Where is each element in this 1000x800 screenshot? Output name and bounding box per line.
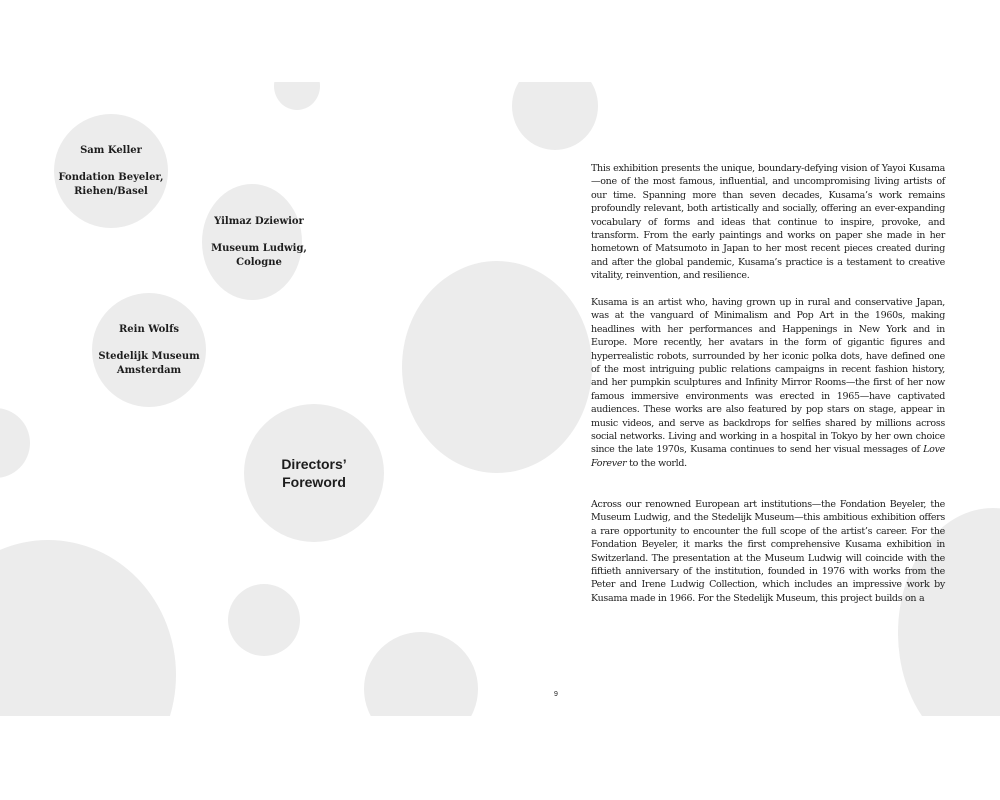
director-name: Yilmaz Dziewior [214, 216, 304, 227]
paragraph-text: to the world. [626, 457, 687, 469]
director-institution: Fondation Beyeler, Riehen/Basel [58, 172, 164, 197]
polka-dot [0, 408, 30, 478]
director-name: Rein Wolfs [118, 324, 180, 335]
polka-dot [364, 632, 478, 716]
director-yilmaz-dziewior [202, 184, 316, 300]
foreword-paragraph-3: Across our renowned European art institutions—the Fondation Beyeler, the Museum Ludwig, and the Stedelijk Museum—this ambitious exhibition offers a rare opportunity to encounter the full scope of the artist’s career. For the Fondation Beyeler, it marks the first comprehensive Kusama exhibition in Switzerland. The presentation at the Museum Ludwig will coincide with the fiftieth anniversary of the institution, founded in 1976 with works from the Peter and Irene Ludwig Collection, which includes an impressive work by Kusama made in 1966. For the Stedelijk Museum, this project builds on a [591, 499, 945, 604]
section-title: Directors’ Foreword [281, 456, 347, 490]
director-institution: Stedelijk Museum Amsterdam [98, 351, 200, 376]
italic-title: Love Forever [591, 444, 945, 469]
paragraph-text: Kusama is an artist who, having grown up in rural and conservative Japan, was at the vanguard of Minimalism and Pop Art in the 1960s, making headlines with her performances and Happenings in New York and in Europe. More recently, her avatars in the form of gigantic figures and hyperrealistic robots, surrounded by her iconic polka dots, have defined one of the most intriguing public relations campaigns in recent fashion history, and her pumpkin sculptures and Infinity Mirror Rooms—the first of her now famous immersive environments was erected in 1965—have captivated audiences. These works are also featured by pop stars on stage, appear in music videos, and serve as backdrops for selfies shared by millions across social networks. Living and working in a hospital in Tokyo by her own choice since the late 1970s, Kusama continues to send her visual messages of [591, 297, 945, 456]
foreword-paragraph-2 [591, 296, 945, 470]
director-sam-keller [54, 114, 168, 228]
director-rein-wolfs [92, 293, 206, 407]
director-name: Sam Keller [80, 145, 142, 156]
page-number: 9 [554, 691, 558, 698]
polka-dot [274, 82, 320, 110]
polka-dot [402, 261, 592, 473]
director-institution: Museum Ludwig, Cologne [211, 243, 307, 268]
polka-dot [512, 82, 598, 150]
polka-dot [228, 584, 300, 656]
polka-dot [0, 540, 176, 716]
foreword-paragraph-1: This exhibition presents the unique, boundary-defying vision of Yayoi Kusama—one of the most famous, influential, and uncompromising living artists of our time. Spanning more than seven decades, Kusama’s work remains profoundly relevant, both artistically and socially, offering an ever-expanding vocabulary of forms and ideas that continue to inspire, provoke, and transform. From the early paintings and works on paper she made in her hometown of Matsumoto in Japan to her most recent pieces created during and after the global pandemic, Kusama’s practice is a testament to creative vitality, reinvention, and resilience. [591, 163, 945, 282]
